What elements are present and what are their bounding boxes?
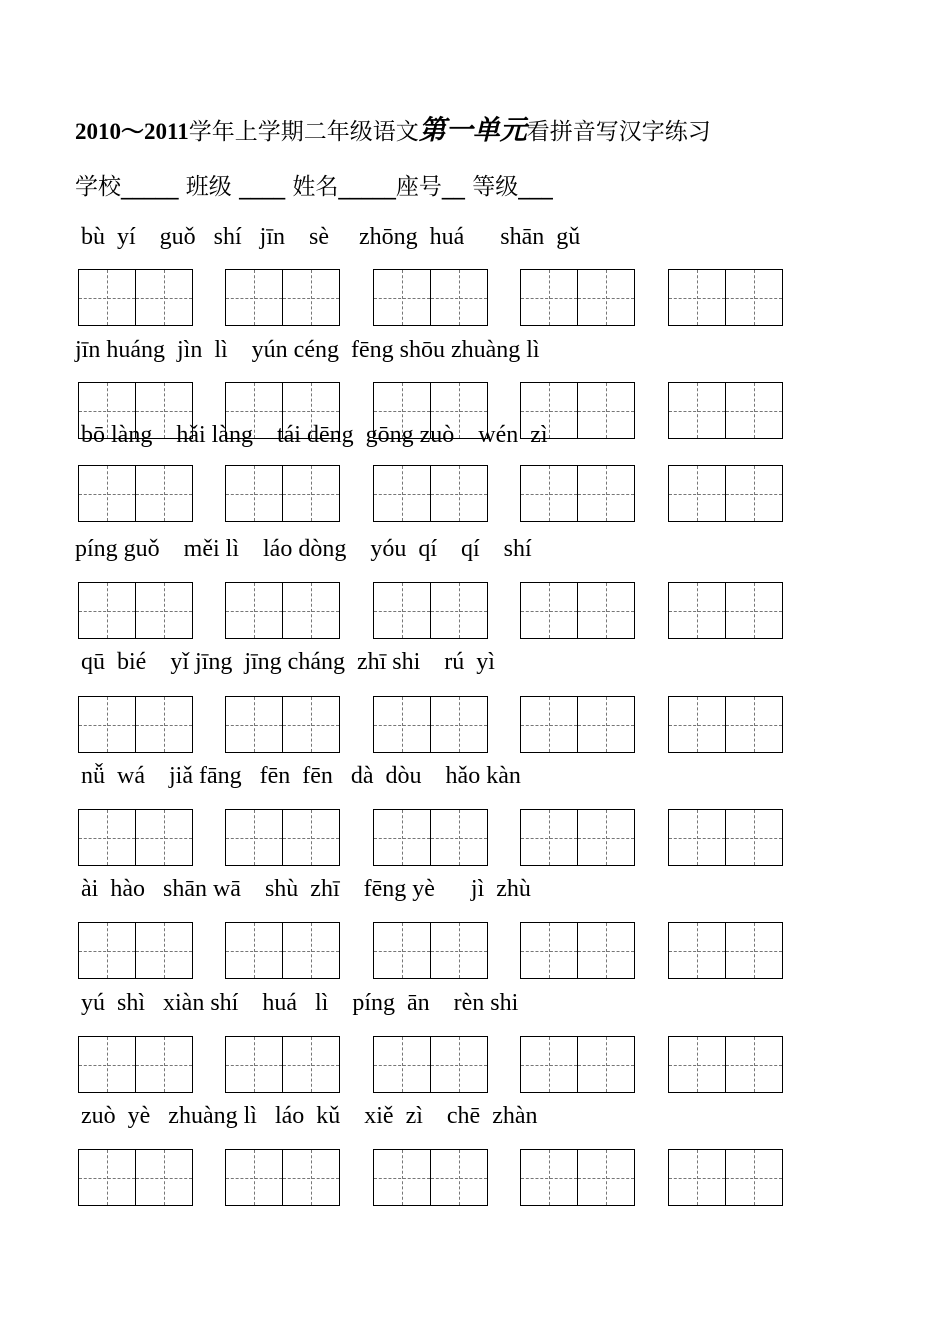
character-cell[interactable] (669, 1150, 725, 1205)
writing-box[interactable] (520, 696, 635, 753)
character-cell[interactable] (135, 697, 192, 752)
character-cell[interactable] (430, 697, 487, 752)
character-cell[interactable] (430, 1150, 487, 1205)
writing-box[interactable] (668, 1149, 783, 1206)
character-cell[interactable] (374, 583, 430, 638)
character-cell[interactable] (135, 1037, 192, 1092)
character-cell[interactable] (669, 923, 725, 978)
character-cell[interactable] (725, 1150, 782, 1205)
writing-box[interactable] (373, 382, 488, 439)
character-cell[interactable] (374, 270, 430, 325)
character-cell[interactable] (226, 466, 282, 521)
character-cell[interactable] (430, 466, 487, 521)
writing-box[interactable] (78, 269, 193, 326)
character-cell[interactable] (725, 1037, 782, 1092)
writing-box[interactable] (225, 582, 340, 639)
character-cell[interactable] (79, 466, 135, 521)
character-cell[interactable] (374, 810, 430, 865)
writing-box[interactable] (373, 1149, 488, 1206)
character-cell[interactable] (226, 697, 282, 752)
character-cell[interactable] (725, 810, 782, 865)
character-cell[interactable] (282, 697, 339, 752)
character-cell[interactable] (135, 810, 192, 865)
character-cell[interactable] (725, 383, 782, 438)
character-cell[interactable] (577, 1037, 634, 1092)
writing-box[interactable] (668, 465, 783, 522)
character-cell[interactable] (669, 466, 725, 521)
writing-box[interactable] (373, 809, 488, 866)
character-cell[interactable] (374, 923, 430, 978)
writing-box[interactable] (78, 465, 193, 522)
writing-box[interactable] (520, 269, 635, 326)
character-cell[interactable] (521, 383, 577, 438)
character-cell[interactable] (79, 583, 135, 638)
writing-box[interactable] (373, 922, 488, 979)
character-cell[interactable] (521, 466, 577, 521)
writing-box[interactable] (373, 696, 488, 753)
writing-box[interactable] (668, 382, 783, 439)
character-cell[interactable] (79, 383, 135, 438)
character-cell[interactable] (430, 810, 487, 865)
character-cell[interactable] (282, 583, 339, 638)
character-cell[interactable] (374, 1037, 430, 1092)
character-cell[interactable] (374, 466, 430, 521)
character-cell[interactable] (282, 466, 339, 521)
character-cell[interactable] (669, 810, 725, 865)
writing-box[interactable] (373, 582, 488, 639)
character-cell[interactable] (135, 923, 192, 978)
character-cell[interactable] (430, 270, 487, 325)
character-cell[interactable] (725, 466, 782, 521)
character-cell[interactable] (669, 383, 725, 438)
character-cell[interactable] (521, 270, 577, 325)
writing-box[interactable] (78, 382, 193, 439)
writing-box[interactable] (373, 1036, 488, 1093)
pinyin-row-2: jīn huáng jìn lì yún céng fēng shōu zhuàng lì (75, 337, 540, 363)
character-cell[interactable] (226, 583, 282, 638)
writing-box[interactable] (520, 465, 635, 522)
character-cell[interactable] (521, 697, 577, 752)
writing-box[interactable] (668, 922, 783, 979)
writing-box[interactable] (668, 1036, 783, 1093)
writing-box[interactable] (78, 922, 193, 979)
character-cell[interactable] (226, 270, 282, 325)
character-cell[interactable] (725, 923, 782, 978)
writing-box[interactable] (668, 269, 783, 326)
character-cell[interactable] (374, 1150, 430, 1205)
character-cell[interactable] (79, 270, 135, 325)
writing-box[interactable] (78, 1149, 193, 1206)
character-cell[interactable] (79, 810, 135, 865)
character-cell[interactable] (226, 1037, 282, 1092)
character-cell[interactable] (226, 923, 282, 978)
character-cell[interactable] (135, 583, 192, 638)
writing-box[interactable] (225, 1149, 340, 1206)
character-cell[interactable] (135, 383, 192, 438)
character-cell[interactable] (430, 583, 487, 638)
character-cell[interactable] (521, 583, 577, 638)
character-cell[interactable] (135, 1150, 192, 1205)
character-cell[interactable] (577, 923, 634, 978)
title-unit: 第一单元 (418, 115, 527, 146)
writing-box[interactable] (668, 696, 783, 753)
character-cell[interactable] (577, 697, 634, 752)
character-cell[interactable] (725, 583, 782, 638)
character-cell[interactable] (226, 383, 282, 438)
character-cell[interactable] (577, 270, 634, 325)
writing-box[interactable] (225, 465, 340, 522)
pinyin-row-9: zuò yè zhuàng lì láo kǔ xiě zì chē zhàn (75, 1103, 538, 1129)
title-suffix: 看拼音写汉字练习 (526, 119, 711, 145)
writing-box[interactable] (225, 382, 340, 439)
character-cell[interactable] (282, 810, 339, 865)
character-cell[interactable] (725, 270, 782, 325)
pinyin-row-7: ài hào shān wā shù zhī fēng yè jì zhù (75, 876, 531, 902)
character-cell[interactable] (374, 697, 430, 752)
character-cell[interactable] (226, 810, 282, 865)
character-cell[interactable] (669, 697, 725, 752)
character-cell[interactable] (282, 270, 339, 325)
character-cell[interactable] (725, 697, 782, 752)
writing-box[interactable] (225, 1036, 340, 1093)
writing-box[interactable] (78, 1036, 193, 1093)
writing-box[interactable] (668, 809, 783, 866)
character-cell[interactable] (135, 466, 192, 521)
character-cell[interactable] (577, 583, 634, 638)
character-cell[interactable] (430, 383, 487, 438)
character-cell[interactable] (226, 1150, 282, 1205)
pinyin-row-1: bù yí guǒ shí jīn sè zhōng huá shān gǔ (75, 224, 581, 250)
character-cell[interactable] (669, 1037, 725, 1092)
writing-box[interactable] (78, 582, 193, 639)
title-year: 2010～2011 (75, 119, 189, 144)
title-prefix: 学年上学期二年级语文 (188, 119, 419, 145)
writing-box[interactable] (373, 465, 488, 522)
writing-box[interactable] (225, 809, 340, 866)
character-cell[interactable] (669, 270, 725, 325)
writing-box[interactable] (78, 696, 193, 753)
worksheet-title (75, 108, 711, 147)
character-cell[interactable] (521, 923, 577, 978)
writing-box[interactable] (520, 382, 635, 439)
writing-box[interactable] (520, 1036, 635, 1093)
pinyin-row-4: píng guǒ měi lì láo dòng yóu qí qí shí (75, 536, 532, 562)
writing-box[interactable] (520, 809, 635, 866)
character-cell[interactable] (521, 1037, 577, 1092)
character-cell[interactable] (521, 810, 577, 865)
student-info-line: 学校_____ 班级 ____ 姓名_____座号__ 等级___ (75, 174, 553, 200)
pinyin-row-3: bō làng hǎi làng tái dēng gōng zuò wén zì (75, 422, 548, 448)
writing-box[interactable] (225, 269, 340, 326)
character-cell[interactable] (79, 1037, 135, 1092)
pinyin-row-8: yú shì xiàn shí huá lì píng ān rèn shi (75, 990, 519, 1016)
character-cell[interactable] (79, 697, 135, 752)
writing-box[interactable] (225, 696, 340, 753)
character-cell[interactable] (521, 1150, 577, 1205)
pinyin-row-5: qū bié yǐ jīng jīng cháng zhī shi rú yì (75, 649, 495, 675)
character-cell[interactable] (79, 1150, 135, 1205)
character-cell[interactable] (430, 923, 487, 978)
writing-box[interactable] (78, 809, 193, 866)
character-cell[interactable] (577, 810, 634, 865)
pinyin-row-6: nǚ wá jiǎ fāng fēn fēn dà dòu hǎo kàn (75, 763, 521, 789)
character-cell[interactable] (577, 383, 634, 438)
character-cell[interactable] (79, 923, 135, 978)
character-cell[interactable] (669, 583, 725, 638)
writing-box[interactable] (373, 269, 488, 326)
writing-box[interactable] (520, 922, 635, 979)
writing-box[interactable] (668, 582, 783, 639)
character-cell[interactable] (374, 383, 430, 438)
character-cell[interactable] (430, 1037, 487, 1092)
writing-box[interactable] (520, 582, 635, 639)
writing-box[interactable] (520, 1149, 635, 1206)
character-cell[interactable] (282, 1037, 339, 1092)
character-cell[interactable] (135, 270, 192, 325)
character-cell[interactable] (282, 383, 339, 438)
character-cell[interactable] (282, 1150, 339, 1205)
character-cell[interactable] (577, 466, 634, 521)
character-cell[interactable] (577, 1150, 634, 1205)
writing-box[interactable] (225, 922, 340, 979)
character-cell[interactable] (282, 923, 339, 978)
